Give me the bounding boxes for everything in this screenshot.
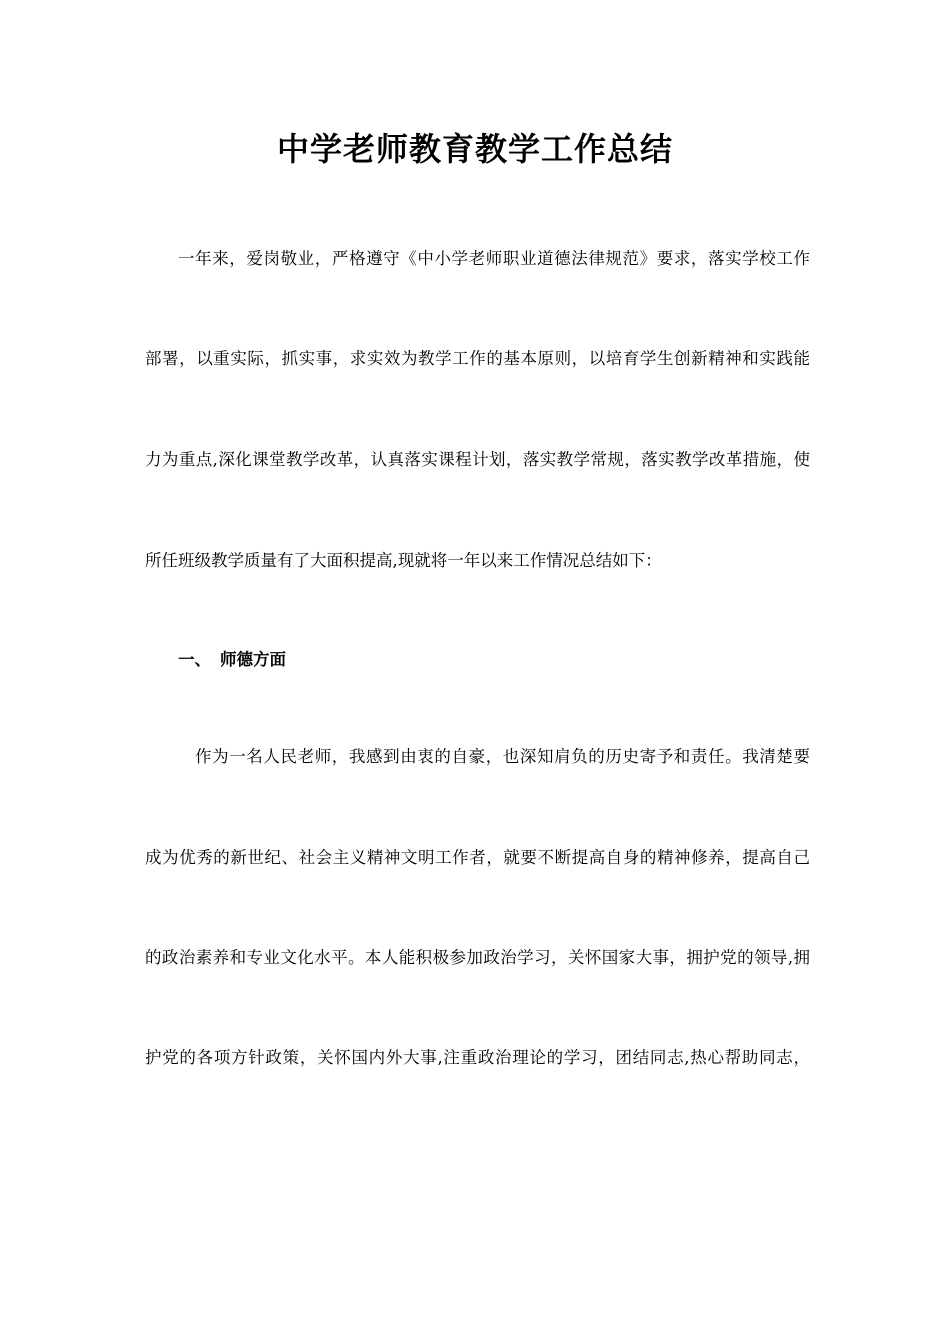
paragraph-line: 的政治素养和专业文化水平。本人能积极参加政治学习，关怀国家大事，拥护党的领导,拥 xyxy=(145,948,810,967)
paragraph-line: 部署，以重实际，抓实事，求实效为教学工作的基本原则，以培育学生创新精神和实践能 xyxy=(145,349,810,368)
paragraph-line: 护党的各项方针政策，关怀国内外大事,注重政治理论的学习，团结同志,热心帮助同志， xyxy=(145,1048,810,1067)
document-title: 中学老师教育教学工作总结 xyxy=(276,130,673,168)
section-number: 一、 xyxy=(178,650,211,669)
section-title: 师德方面 xyxy=(220,650,286,669)
section-heading xyxy=(178,648,286,672)
paragraph-line: 一年来，爱岗敬业，严格遵守《中小学老师职业道德法律规范》要求，落实学校工作 xyxy=(178,249,810,268)
paragraph-line: 作为一名人民老师，我感到由衷的自豪，也深知肩负的历史寄予和责任。我清楚要 xyxy=(195,747,810,766)
paragraph-line: 所任班级教学质量有了大面积提高,现就将一年以来工作情况总结如下： xyxy=(145,551,662,570)
paragraph-line: 成为优秀的新世纪、社会主义精神文明工作者，就要不断提高自身的精神修养，提高自己 xyxy=(145,848,810,867)
paragraph-line: 力为重点,深化课堂教学改革，认真落实课程计划，落实教学常规，落实教学改革措施，使 xyxy=(145,450,810,469)
